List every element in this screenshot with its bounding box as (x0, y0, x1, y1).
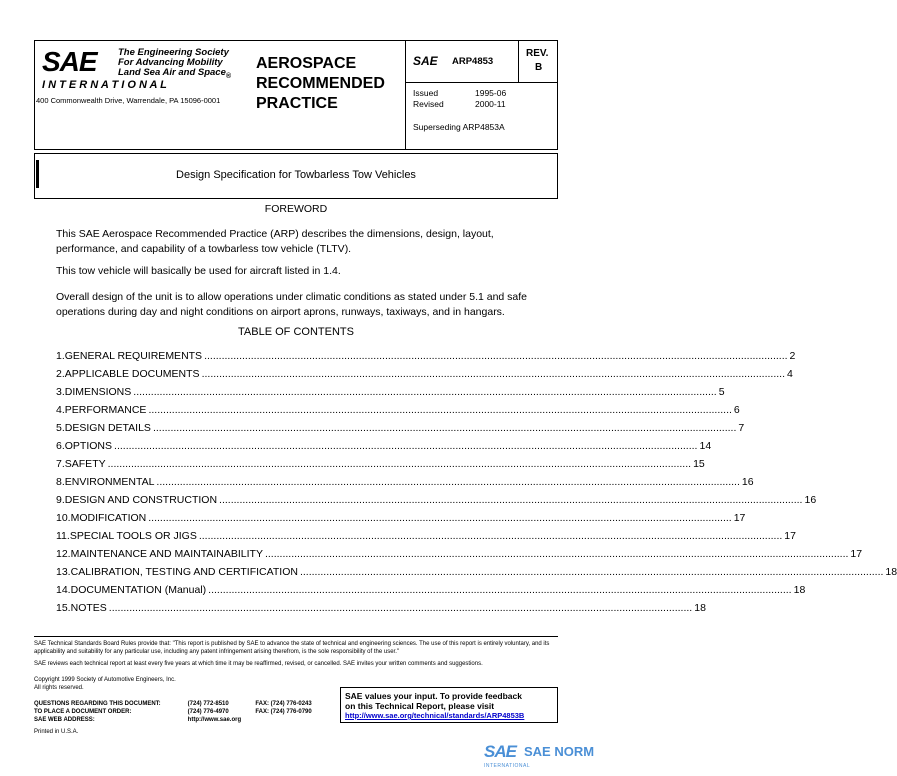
toc-entry-page: 17 (733, 512, 746, 524)
toc-entry-label: DESIGN AND CONSTRUCTION (64, 494, 218, 506)
policy-statement-1: SAE Technical Standards Board Rules provide that: "This report is published by SAE to advance the state of technical and engineering sciences. The use of this report is entirely voluntary, and its applicability and suitability for any particular use, including any patent infringement arising therefrom, is the sole responsibility of the user." (34, 641, 550, 655)
rev-label: REV. (526, 48, 549, 59)
contact-tel-2: (724) 776-4970 (187, 709, 229, 715)
doc-type (256, 54, 406, 114)
toc-entry-page: 17 (784, 530, 796, 542)
doc-type-line-3: PRACTICE (256, 95, 338, 112)
toc-entry (56, 476, 754, 492)
toc-leader-dots: ........................................................................................................................................................................................................ (152, 422, 737, 434)
foreword-paragraph-2: This tow vehicle will basically be used for aircraft listed in 1.4. (56, 265, 341, 277)
toc-entry-label: SPECIAL TOOLS OR JIGS (69, 530, 197, 542)
toc-entry-number: 13. (56, 566, 71, 578)
rights: All rights reserved. (34, 685, 84, 691)
toc-entry-label: CALIBRATION, TESTING AND CERTIFICATION (70, 566, 298, 578)
toc-entry-label: OPTIONS (64, 440, 113, 452)
international-banner: I N T E R N A T I O N A L (42, 79, 167, 91)
footer-rule (34, 636, 558, 637)
toc-entry-label: MODIFICATION (70, 512, 147, 524)
revised-label: Revised (413, 99, 444, 109)
toc-entry-number: 3. (56, 386, 65, 398)
toc-entry (56, 440, 712, 456)
toc-leader-dots: ........................................................................................................................................................................................................ (114, 440, 698, 452)
toc-entry-page: 5 (718, 386, 725, 398)
contact-label-3: SAE WEB ADDRESS: (34, 717, 95, 723)
foreword-paragraph-3: Overall design of the unit is to allow operations under climatic conditions as stated under 5.1 and safe operations during day and night conditions on airport aprons, runways, taxiways, and in hangars. (56, 291, 528, 318)
toc-entry-number: 2. (56, 368, 65, 380)
toc-entry (56, 584, 806, 600)
toc-entry-page: 2 (789, 350, 796, 362)
toc-entry-number: 11. (56, 530, 70, 542)
toc-entry (56, 602, 706, 618)
toc-entry-number: 5. (56, 422, 65, 434)
society-line-1: The Engineering Society (118, 47, 229, 58)
watermark-sub: INTERNATIONAL (484, 763, 531, 769)
toc-leader-dots: ........................................................................................................................................................................................................ (156, 476, 740, 488)
header-divider-2 (518, 40, 519, 82)
copyright: Copyright 1999 Society of Automotive Engineers, Inc. (34, 677, 176, 683)
toc-entry (56, 386, 725, 402)
toc-entry-page: 4 (787, 368, 793, 380)
toc-entry-page: 14 (699, 440, 712, 452)
doc-type-line-2: RECOMMENDED (256, 75, 385, 92)
policy-statement-2: SAE reviews each technical report at least every five years at which time it may be reaffirmed, revised, or cancelled. SAE invites your written comments and suggestions. (34, 661, 483, 667)
society-line-2: For Advancing Mobility (118, 57, 223, 68)
toc-entry (56, 530, 796, 546)
document-title: Design Specification for Towbarless Tow Vehicles (176, 169, 416, 181)
toc-entry (56, 404, 740, 420)
toc-entry (56, 494, 817, 510)
toc-entry-label: DIMENSIONS (64, 386, 132, 398)
sae-small-logo: SAE (413, 54, 438, 68)
toc-entry-number: 14. (56, 584, 71, 596)
contact-fax-2: FAX: (724) 776-0790 (255, 709, 312, 715)
toc-entry-label: PERFORMANCE (64, 404, 147, 416)
toc-leader-dots: ........................................................................................................................................................................................................ (204, 350, 788, 362)
feedback-link[interactable]: http://www.sae.org/technical/standards/ARP4853B (345, 711, 525, 720)
toc-entry (56, 368, 793, 384)
toc-entry-label: SAFETY (64, 458, 106, 470)
contact-label-1: QUESTIONS REGARDING THIS DOCUMENT: (34, 701, 161, 707)
toc-entry (56, 422, 745, 438)
toc-heading: TABLE OF CONTENTS (238, 326, 354, 338)
web-address[interactable]: http://www.sae.org (187, 717, 242, 723)
feedback-line-1: SAE values your input. To provide feedback (345, 691, 522, 701)
toc-entry-label: MAINTENANCE AND MAINTAINABILITY (70, 548, 263, 560)
toc-entry-label: NOTES (70, 602, 107, 614)
toc-entry-number: 12. (56, 548, 71, 560)
toc-leader-dots: ........................................................................................................................................................................................................ (133, 386, 717, 398)
toc-leader-dots: ........................................................................................................................................................................................................ (219, 494, 803, 506)
toc-entry-label: GENERAL REQUIREMENTS (64, 350, 203, 362)
header-divider-3 (405, 82, 558, 83)
feedback-box (340, 687, 558, 723)
toc-leader-dots: ........................................................................................................................................................................................................ (107, 458, 692, 470)
toc-leader-dots: ........................................................................................................................................................................................................ (148, 512, 732, 524)
toc-entry-number: 4. (56, 404, 65, 416)
revised-value: 2000-11 (475, 99, 506, 109)
contact-row-2 (34, 708, 344, 716)
contact-fax-1: FAX: (724) 776-0243 (255, 701, 312, 707)
superseding: Superseding ARP4853A (413, 122, 505, 132)
toc-entry-page: 18 (885, 566, 897, 578)
address-line: 400 Commonwealth Drive, Warrendale, PA 15096-0001 (36, 96, 221, 105)
toc-entry (56, 566, 897, 582)
toc-entry-page: 16 (804, 494, 817, 506)
toc-leader-dots: ........................................................................................................................................................................................................ (148, 404, 732, 416)
contact-label-2: TO PLACE A DOCUMENT ORDER: (34, 709, 132, 715)
toc-leader-dots: ........................................................................................................................................................................................................ (208, 584, 792, 596)
toc-entry (56, 548, 863, 564)
issued-label: Issued (413, 88, 439, 98)
society-tagline (118, 48, 258, 82)
foreword-heading: FOREWORD (264, 203, 328, 215)
doc-number: ARP4853 (452, 56, 494, 67)
feedback-line-2: on this Technical Report, please visit (345, 701, 495, 711)
toc-entry (56, 512, 746, 528)
toc-entry-label: ENVIRONMENTAL (64, 476, 155, 488)
toc-entry-number: 8. (56, 476, 65, 488)
toc-entry-page: 18 (793, 584, 806, 596)
toc-entry-page: 17 (850, 548, 863, 560)
watermark-text: SAE NORM (524, 744, 595, 759)
toc-entry-number: 10. (56, 512, 71, 524)
toc-leader-dots: ........................................................................................................................................................................................................ (299, 566, 884, 578)
toc-entry-label: APPLICABLE DOCUMENTS (64, 368, 200, 380)
toc-leader-dots: ........................................................................................................................................................................................................ (198, 530, 783, 542)
toc-entry-page: 18 (694, 602, 706, 614)
sae-logo-letters: SAE (42, 46, 97, 77)
society-line-3: Land Sea Air and Space$_®$ (118, 67, 232, 80)
toc-entry-number: 9. (56, 494, 65, 506)
toc-entry-page: 6 (733, 404, 740, 416)
sae-logo (42, 47, 122, 77)
toc-leader-dots: ........................................................................................................................................................................................................ (201, 368, 786, 380)
toc-entry-page: 15 (693, 458, 705, 470)
rev-value: B (535, 62, 543, 73)
watermark-logo: SAE (484, 742, 516, 761)
toc-entry (56, 350, 796, 366)
contact-row-3 (34, 716, 344, 724)
contact-row-1 (34, 700, 344, 708)
toc-entry-number: 6. (56, 440, 65, 452)
registered-mark: ® (225, 72, 232, 80)
contact-tel-1: (724) 772-8510 (187, 701, 229, 707)
doc-type-line-1: AEROSPACE (256, 55, 357, 72)
toc-leader-dots: ........................................................................................................................................................................................................ (108, 602, 693, 614)
toc-entry-number: 1. (56, 350, 65, 362)
toc-entry-page: 7 (738, 422, 745, 434)
toc-entry-page: 16 (741, 476, 754, 488)
toc-entry-number: 15. (56, 602, 71, 614)
issued-value: 1995-06 (475, 88, 507, 98)
printed-in: Printed in U.S.A. (34, 729, 79, 735)
toc-entry-label: DESIGN DETAILS (64, 422, 151, 434)
foreword-paragraph-1: This SAE Aerospace Recommended Practice (ARP) describes the dimensions, design, layout, performance, and capability of a towbarless tow vehicle (TLTV). (56, 228, 494, 255)
toc-entry-label: DOCUMENTATION (Manual) (70, 584, 207, 596)
sae-norm-watermark (484, 742, 594, 772)
toc-entry (56, 458, 705, 474)
toc-entry-number: 7. (56, 458, 65, 470)
toc-leader-dots: ........................................................................................................................................................................................................ (264, 548, 849, 560)
